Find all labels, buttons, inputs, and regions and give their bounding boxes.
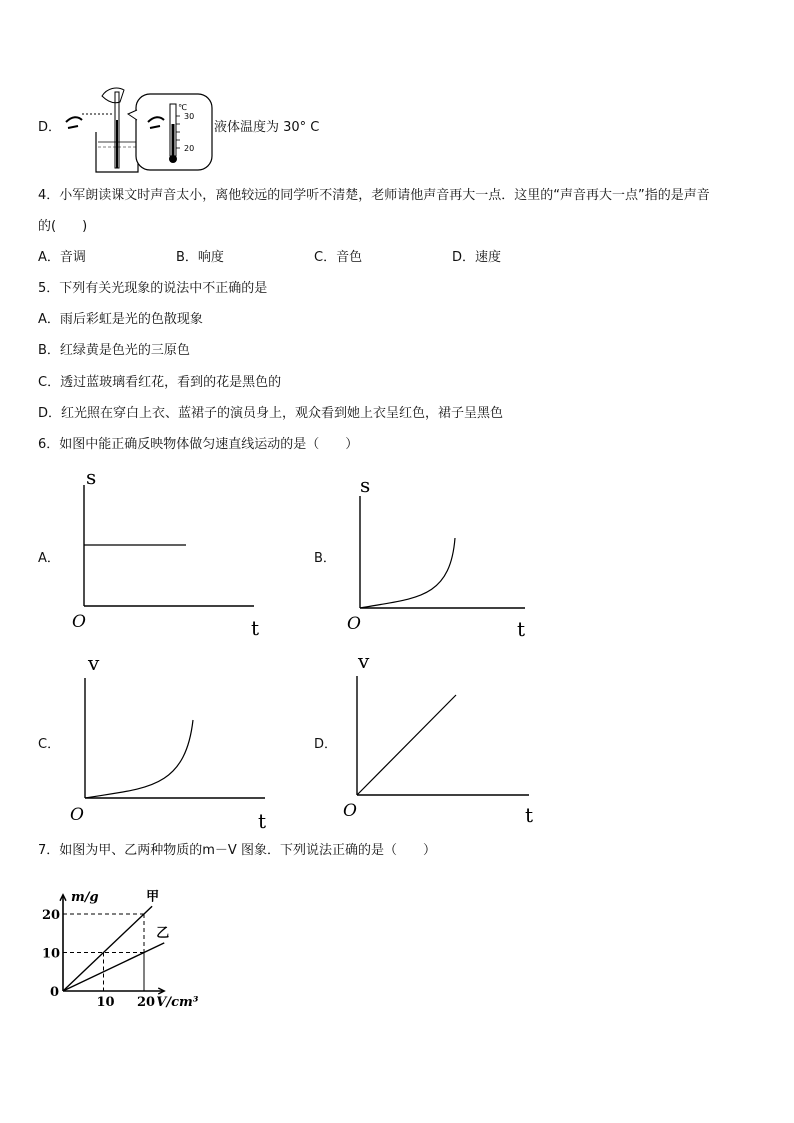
q7-stem: 7．如图为甲、乙两种物质的m－V 图象．下列说法正确的是（ ）: [38, 843, 436, 858]
q7-origin-label: 0: [50, 985, 60, 1000]
q7-chart: [30, 870, 230, 1020]
graph-d-line: [357, 695, 456, 795]
q6-graph-c: [70, 650, 280, 833]
q4-option-b: B．响度: [176, 250, 224, 265]
q7-series-name-1: 乙: [156, 925, 170, 941]
q7-y-label: m/g: [71, 889, 99, 905]
q6-graph-c-label: C．: [38, 737, 61, 752]
q5-option-d: D．红光照在穿白上衣、蓝裙子的演员身上，观众看到她上衣呈红色，裙子呈黑色: [38, 406, 504, 421]
thermo-tick-30: 30: [184, 112, 195, 121]
graph-c-x-axis: t: [258, 809, 267, 833]
graph-b-origin: O: [347, 614, 361, 634]
q6-graph-b-label: B．: [314, 551, 336, 566]
q4-option-c: C．音色: [314, 250, 363, 265]
q7-x-tick-0: 10: [96, 995, 115, 1010]
q4-option-d: D．速度: [452, 250, 502, 265]
q7-y-tick-0: 10: [42, 946, 61, 962]
graph-c-origin: O: [70, 805, 84, 825]
graph-a-x-axis: t: [251, 616, 260, 640]
q6-graph-a: [68, 465, 268, 640]
graph-c-y-axis: v: [88, 651, 100, 675]
graph-b-x-axis: t: [517, 617, 526, 641]
q5-option-a: A．雨后彩虹是光的色散现象: [38, 312, 203, 327]
q5-option-c: C．透过蓝玻璃看红花，看到的花是黑色的: [38, 375, 282, 390]
q4-stem-line2: 的( ): [38, 219, 88, 234]
q7-x-tick-1: 20: [137, 995, 156, 1010]
q6-stem: 6．如图中能正确反映物体做匀速直线运动的是（ ）: [38, 437, 359, 452]
graph-a-origin: O: [72, 612, 86, 632]
graph-d-x-axis: t: [525, 803, 534, 827]
q7-series-line-1: [63, 943, 164, 991]
thermo-unit: ℃: [178, 103, 187, 112]
thermo-tick-20: 20: [184, 144, 195, 153]
q7-y-tick-1: 20: [42, 908, 61, 923]
q7-series-line-0: [63, 906, 152, 991]
thermometer-illustration: [62, 80, 212, 175]
graph-b-curve: [360, 538, 455, 608]
q7-series-name-0: 甲: [146, 889, 160, 905]
q5-stem: 5．下列有关光现象的说法中不正确的是: [38, 281, 268, 296]
q3-option-d-text: 液体温度为 30° C: [214, 120, 320, 135]
q5-option-b: B．红绿黄是色光的三原色: [38, 343, 190, 358]
graph-d-y-axis: v: [358, 649, 370, 673]
q4-stem-line1: 4．小军朗读课文时声音太小，离他较远的同学听不清楚，老师请他声音再大一点．这里的“声音再大一点”指的是声音: [38, 188, 710, 203]
q6-graph-b: [345, 470, 545, 645]
graph-b-y-axis: s: [360, 473, 371, 497]
q7-x-label: V/cm³: [156, 995, 199, 1010]
q4-option-a: A．音调: [38, 250, 86, 265]
graph-d-origin: O: [343, 801, 357, 821]
graph-c-curve: [85, 720, 193, 798]
q6-graph-d-label: D．: [314, 737, 338, 752]
q6-graph-a-label: A．: [38, 551, 60, 566]
q6-graph-d: [344, 650, 554, 830]
graph-a-y-axis: s: [86, 465, 97, 489]
q3-option-d-label: D．: [38, 120, 62, 135]
